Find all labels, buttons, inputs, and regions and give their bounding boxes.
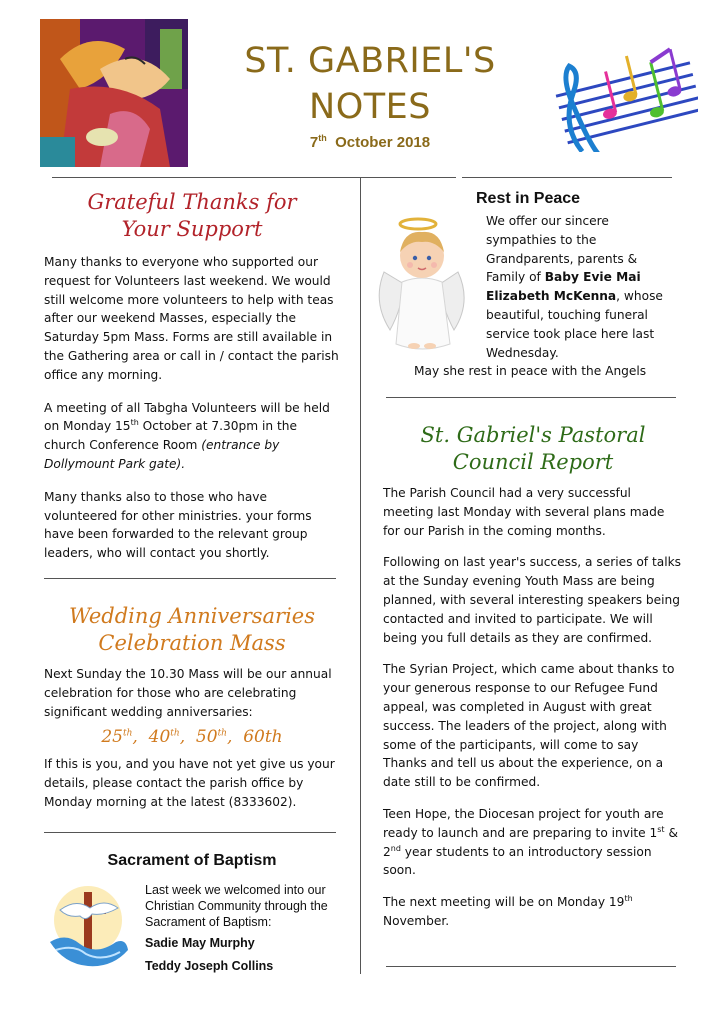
left-divider-2 (44, 832, 336, 833)
column-divider (360, 178, 361, 974)
council-title (383, 422, 683, 476)
dove-cross-icon (46, 880, 130, 972)
header-divider-left (52, 177, 456, 178)
anniversary-year: 60th (243, 727, 283, 748)
anniversary-year: 40th, (148, 727, 186, 748)
baptism-name-2: Teddy Joseph Collins (145, 959, 274, 973)
wedding-title (44, 603, 340, 657)
rip-deceased-name: Baby Evie Mai Elizabeth McKenna (486, 270, 641, 304)
wedding-paragraph-2: If this is you, and you have not yet give us your details, please contact the parish office by Monday morning at the latest (8333602). (44, 757, 335, 809)
issue-date-rest: October 2018 (335, 134, 431, 151)
music-notes-icon (548, 40, 698, 152)
left-divider-1 (44, 578, 336, 579)
anniversary-year: 25th, (101, 727, 138, 748)
right-divider-2 (386, 966, 676, 967)
anniversary-years (44, 727, 340, 747)
baptism-title: Sacrament of Baptism (107, 852, 277, 869)
grateful-p2-sup: th (130, 418, 139, 428)
council-paragraph-3: The Syrian Project, which came about thanks to your generous response to our Refugee Fund appeal, was completed in August with great success. The leaders of the project, along with some of the participants, will come to say Thanks and tell us about the experience, on a date still to be confirmed. (383, 662, 675, 790)
wedding-section (44, 603, 340, 812)
angel-illustration (376, 212, 472, 354)
header-divider-right (462, 177, 672, 178)
grateful-section (44, 189, 340, 563)
council-title-line2: Council Report (452, 450, 614, 474)
council-title-line1: St. Gabriel's Pastoral (420, 423, 646, 447)
painting-illustration (40, 19, 188, 167)
grateful-p2-a: A meeting of all Tabgha Volunteers will be held on Monday 15 (44, 400, 330, 434)
grateful-p2-em: (entrance by Dollymount Park gate). (44, 438, 280, 471)
header-painting (40, 19, 188, 167)
rip-title: Rest in Peace (476, 190, 581, 207)
rip-paragraph (486, 212, 672, 362)
grateful-title-line1: Grateful Thanks for (87, 190, 297, 214)
wedding-title-line1: Wedding Anniversaries (68, 604, 316, 628)
council-paragraph-2: Following on last year's success, a series of talks at the Sunday evening Youth Mass are being planned, with several interesting speakers being contacted and invited to participate. We will being you full details as they are confirmed. (383, 555, 682, 645)
masthead-title (210, 38, 530, 130)
rip-text-a: We offer our sincere sympathies to the Grandparents, parents & Family of (486, 214, 638, 285)
council-paragraph-1: The Parish Council had a very successful meeting last Monday with several plans made for our Parish in the coming months. (383, 486, 665, 538)
rip-closing: May she rest in peace with the Angels (414, 364, 647, 378)
council-paragraph-5: The next meeting will be on Monday 19th November. (383, 894, 633, 928)
wedding-title-line2: Celebration Mass (98, 631, 286, 655)
rip-text-b: , whose beautiful, touching funeral service took place here last Wednesday. (486, 289, 663, 360)
grateful-p2-b: October at 7.30pm in the church Conference Room (44, 419, 298, 453)
masthead-title-line2: NOTES (309, 87, 431, 127)
masthead-title-line1: ST. GABRIEL'S (244, 41, 496, 81)
grateful-title (44, 189, 340, 243)
baptism-text: Last week we welcomed into our Christian Community through the Sacrament of Baptism: (145, 883, 328, 929)
right-divider-1 (386, 397, 676, 398)
grateful-paragraph-3: Many thanks also to those who have volunteered for other ministries. your forms have been forwarded to the relevant group leaders, who will contact you shortly. (44, 489, 312, 561)
anniversary-year: 50th, (195, 727, 233, 748)
baptism-name-1: Sadie May Murphy (145, 936, 255, 950)
grateful-title-line2: Your Support (121, 217, 263, 241)
wedding-paragraph-1: Next Sunday the 10.30 Mass will be our annual celebration for those who are celebrating significant wedding anniversaries: (44, 667, 332, 719)
grateful-paragraph-1: Many thanks to everyone who supported our request for Volunteers last weekend. We would still welcome more volunteers to help with teas after our weekend Masses, especially the Saturday 5pm Mass. Forms are still available in the Gathering area or call in / contact the parish office any morning. (44, 255, 339, 382)
issue-date (210, 133, 530, 151)
grateful-paragraph-2 (44, 399, 340, 474)
issue-date-day: 7 (309, 134, 319, 151)
council-section (383, 422, 683, 931)
issue-date-suffix: th (318, 133, 327, 143)
council-paragraph-4: Teen Hope, the Diocesan project for youth are ready to launch and are preparing to invite 1st & 2nd year students to an introductory session soon. (383, 806, 678, 878)
baptism-section (44, 852, 340, 870)
